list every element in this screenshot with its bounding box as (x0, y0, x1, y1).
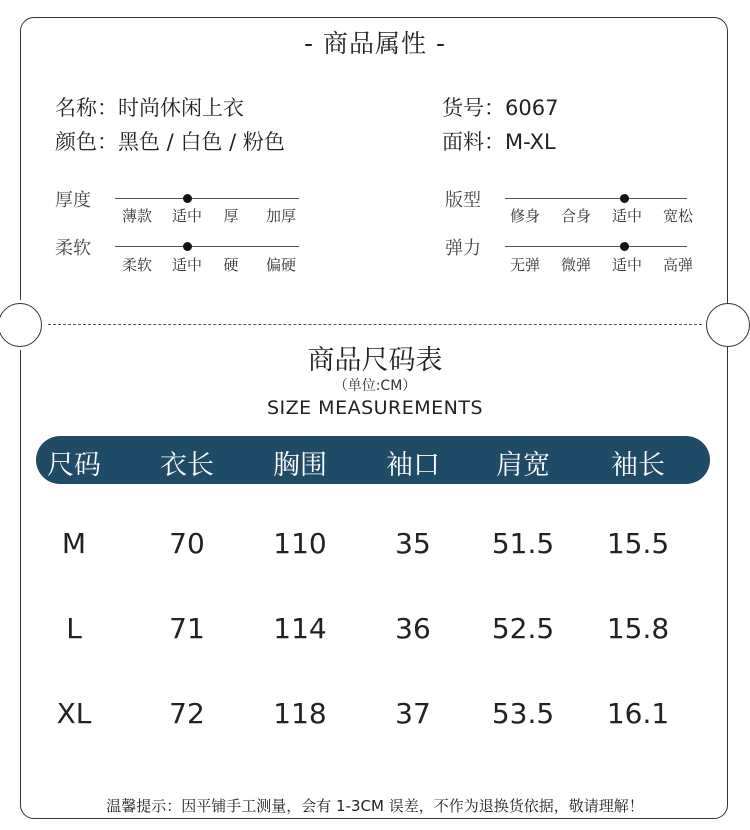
table-cell: 36 (395, 612, 431, 645)
size-chart-english-title: SIZE MEASUREMENTS (266, 397, 484, 419)
table-cell: 70 (169, 527, 205, 560)
table-cell: 15.5 (606, 527, 670, 560)
slider-label: 厚度 (55, 190, 91, 211)
header-sleeve: 袖长 (611, 450, 665, 481)
slider-thickness (55, 186, 315, 230)
slider-label: 弹力 (445, 238, 481, 259)
table-cell: 16.1 (606, 697, 670, 730)
slider-marker (620, 194, 629, 203)
product-colors: 颜色：黑色 / 白色 / 粉色 (55, 130, 285, 154)
slider-option: 适中 (611, 256, 643, 274)
slider-fit (445, 186, 705, 230)
slider-option: 薄款 (121, 207, 153, 225)
slider-marker (183, 194, 192, 203)
slider-option: 高弹 (662, 256, 694, 274)
slider-option: 无弹 (509, 256, 541, 274)
slider-marker (183, 242, 192, 251)
header-length: 衣长 (160, 450, 214, 481)
table-cell: 72 (169, 697, 205, 730)
table-cell: 114 (273, 612, 327, 645)
table-cell: 110 (273, 527, 327, 560)
table-cell: 71 (169, 612, 205, 645)
slider-option: 加厚 (265, 207, 297, 225)
slider-track (505, 246, 687, 247)
slider-option: 适中 (611, 207, 643, 225)
product-fabric: 面料：M-XL (442, 130, 556, 154)
slider-option: 合身 (560, 207, 592, 225)
slider-option: 厚 (223, 207, 239, 225)
table-cell: L (66, 612, 82, 645)
slider-option: 微弹 (560, 256, 592, 274)
table-cell: 37 (395, 697, 431, 730)
item-number: 货号：6067 (442, 96, 559, 120)
size-chart-unit: （单位:CM） (333, 378, 417, 394)
dashed-divider (48, 324, 702, 325)
table-cell: 15.8 (606, 612, 670, 645)
table-cell: 53.5 (491, 697, 555, 730)
slider-marker (620, 242, 629, 251)
slider-option: 柔软 (121, 256, 153, 274)
slider-track (505, 198, 687, 199)
header-chest: 胸围 (273, 450, 327, 481)
table-cell: 52.5 (491, 612, 555, 645)
header-size: 尺码 (47, 450, 101, 481)
slider-label: 柔软 (55, 238, 91, 259)
product-name: 名称：时尚休闲上衣 (55, 96, 244, 120)
slider-option: 硬 (223, 256, 239, 274)
table-cell: XL (56, 697, 92, 730)
measurement-note: 温馨提示：因平铺手工测量，会有 1-3CM 误差，不作为退换货依据，敬请理解！ (106, 797, 644, 815)
slider-option: 修身 (509, 207, 541, 225)
table-cell: M (61, 527, 87, 560)
slider-elasticity (445, 234, 705, 278)
attributes-title: - 商品属性 - (304, 29, 446, 58)
slider-option: 适中 (171, 207, 203, 225)
slider-track (115, 246, 299, 247)
slider-option: 适中 (171, 256, 203, 274)
table-cell: 51.5 (491, 527, 555, 560)
table-cell: 118 (273, 697, 327, 730)
slider-track (115, 198, 299, 199)
slider-option: 偏硬 (265, 256, 297, 274)
slider-label: 版型 (445, 190, 481, 211)
table-cell: 35 (395, 527, 431, 560)
slider-option: 宽松 (662, 207, 694, 225)
header-shoulder: 肩宽 (496, 450, 550, 481)
size-chart-title: 商品尺码表 (307, 345, 443, 376)
slider-softness (55, 234, 315, 278)
header-cuff: 袖口 (386, 450, 440, 481)
